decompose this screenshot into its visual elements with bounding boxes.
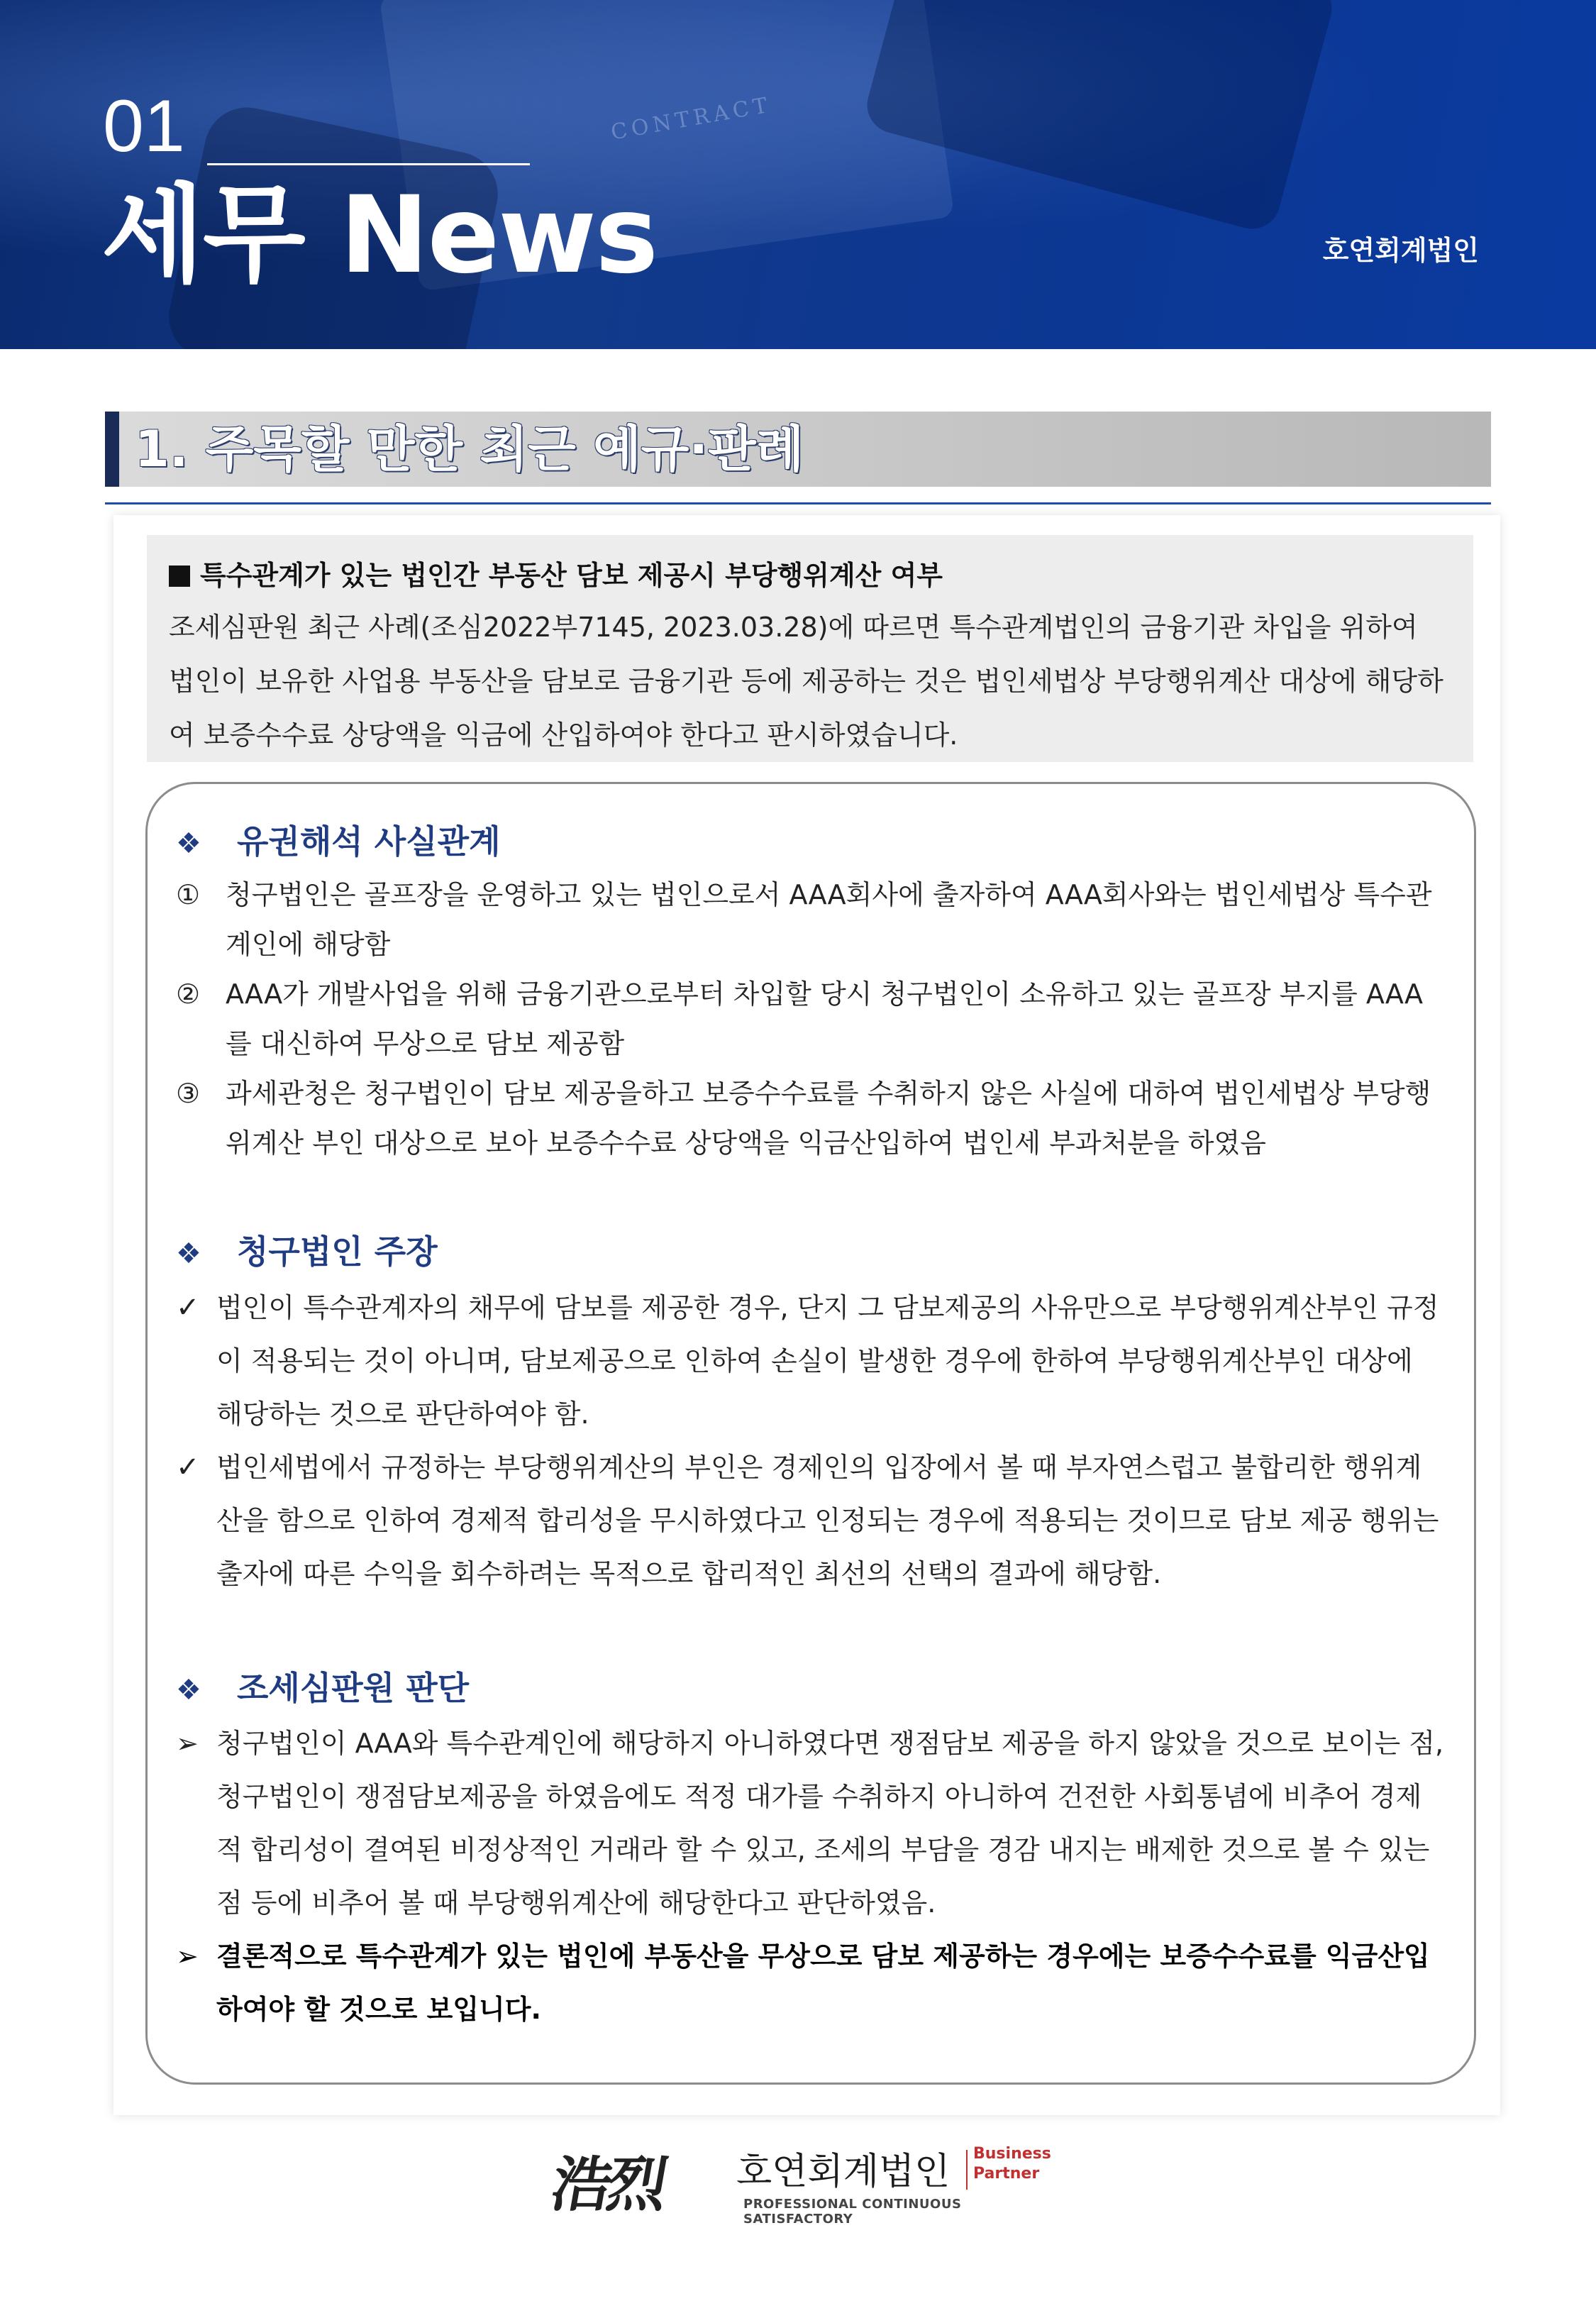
checkmark-icon: ✓ xyxy=(176,1451,200,1484)
summary-heading xyxy=(169,553,943,592)
list-item xyxy=(176,1281,1446,1441)
business-partner-tag xyxy=(973,2144,1051,2184)
item-text: 청구법인이 AAA와 특수관계인에 해당하지 아니하였다면 쟁점담보 제공을 하지 않았을 것으로 보이는 점, 청구법인이 쟁점담보제공을 하였음에도 적정 대가를 수취하지 아니하여 건전한 사회통념에 비추어 경제적 합리성이 결여된 비정상적인 거래라 할 수 있고, 조세의 부담을 경감 내지는 배제한 것으로 볼 수 있는 점 등에 비추어 볼 때 부당행위계산에 해당한다고 판단하였음. xyxy=(216,1728,1444,1919)
item-text: 법인이 특수관계자의 채무에 담보를 제공한 경우, 단지 그 담보제공의 사유만으로 부당행위계산부인 규정이 적용되는 것이 아니며, 담보제공으로 인하여 손실이 발생한 경우에 한하여 부당행위계산부인 대상에 해당하는 것으로 판단하여야 함. xyxy=(216,1292,1439,1430)
footer-slogan: PROFESSIONAL CONTINUOUS SATISFACTORY xyxy=(743,2197,962,2227)
item-text: 법인세법에서 규정하는 부당행위계산의 부인은 경제인의 입장에서 볼 때 부자연스럽고 불합리한 행위계산을 함으로 인하여 경제적 합리성을 무시하였다고 인정되는 경우에 적용되는 것이므로 담보 제공 행위는 출자에 따른 수익을 회수하려는 목적으로 합리적인 최선의 선택의 결과에 해당함. xyxy=(216,1452,1439,1589)
diamond-bullet-icon: ❖ xyxy=(176,1674,201,1706)
item-marker: ① xyxy=(176,879,201,910)
diamond-bullet-icon: ❖ xyxy=(176,827,201,860)
ruling-list xyxy=(176,1717,1446,2036)
ruling-heading-text: 조세심판원 판단 xyxy=(237,1669,470,1707)
facts-heading xyxy=(176,816,501,863)
summary-body: 조세심판원 최근 사례(조심2022부7145, 2023.03.28)에 따르면 특수관계법인의 금융기관 차입을 위하여 법인이 보유한 사업용 부동산을 담보로 금융기관 등에 제공하는 것은 법인세법상 부당행위계산 대상에 해당하여 보증수수료 상당액을 익금에 산입하여야 한다고 판시하였습니다. xyxy=(169,612,1443,751)
claims-heading xyxy=(176,1226,438,1273)
facts-list xyxy=(176,870,1446,1168)
claims-list xyxy=(176,1281,1446,1601)
header-banner xyxy=(0,0,1596,349)
checkmark-icon: ✓ xyxy=(176,1291,200,1324)
issue-underline xyxy=(207,163,530,165)
issue-number: 01 xyxy=(103,85,185,167)
item-text: 청구법인은 골프장을 운영하고 있는 법인으로서 AAA회사에 출자하여 AAA회사와는 법인세법상 특수관계인에 해당함 xyxy=(226,879,1432,960)
list-item xyxy=(176,1717,1446,1930)
arrow-bullet-icon: ➢ xyxy=(176,1728,199,1759)
footer-firm-name: 호연회계법인 xyxy=(736,2151,951,2193)
facts-heading-text: 유권해석 사실관계 xyxy=(237,822,501,861)
section-title: 1. 주목할 만한 최근 예규·판례 xyxy=(135,420,804,478)
newsletter-title: 세무 News xyxy=(101,174,658,297)
summary-heading-text: 특수관계가 있는 법인간 부동산 담보 제공시 부당행위계산 여부 xyxy=(200,560,943,591)
item-text: AAA가 개발사업을 위해 금융기관으로부터 차입할 당시 청구법인이 소유하고 있는 골프장 부지를 AAA를 대신하여 무상으로 담보 제공함 xyxy=(226,978,1423,1059)
claims-heading-text: 청구법인 주장 xyxy=(237,1232,438,1271)
diamond-bullet-icon: ❖ xyxy=(176,1237,201,1270)
footer-logo xyxy=(546,2136,1051,2227)
ruling-heading xyxy=(176,1662,469,1709)
list-item xyxy=(176,1069,1446,1168)
tag-line-2: Partner xyxy=(973,2165,1040,2183)
item-text: 과세관청은 청구법인이 담보 제공을하고 보증수수료를 수취하지 않은 사실에 대하여 법인세법상 부당행위계산 부인 대상으로 보아 보증수수료 상당액을 익금산입하여 법인세 부과처분을 하였음 xyxy=(226,1078,1431,1159)
logo-divider xyxy=(966,2150,968,2190)
item-marker: ③ xyxy=(176,1078,201,1109)
list-item xyxy=(176,1441,1446,1601)
header-firm-name: 호연회계법인 xyxy=(1322,235,1479,266)
section-divider xyxy=(105,502,1491,504)
conclusion-item xyxy=(176,1930,1446,2036)
list-item xyxy=(176,870,1446,969)
firm-logo-mark: 浩烈 xyxy=(546,2149,670,2219)
item-text: 결론적으로 특수관계가 있는 법인에 부동산을 무상으로 담보 제공하는 경우에는 보증수수료를 익금산입하여야 할 것으로 보입니다. xyxy=(216,1941,1430,2025)
list-item xyxy=(176,969,1446,1069)
arrow-bullet-icon: ➢ xyxy=(176,1941,199,1972)
square-bullet-icon xyxy=(169,566,190,587)
tag-line-1: Business xyxy=(973,2145,1051,2163)
banner-contract-text: CONTRACT xyxy=(609,92,774,145)
item-marker: ② xyxy=(176,978,201,1010)
